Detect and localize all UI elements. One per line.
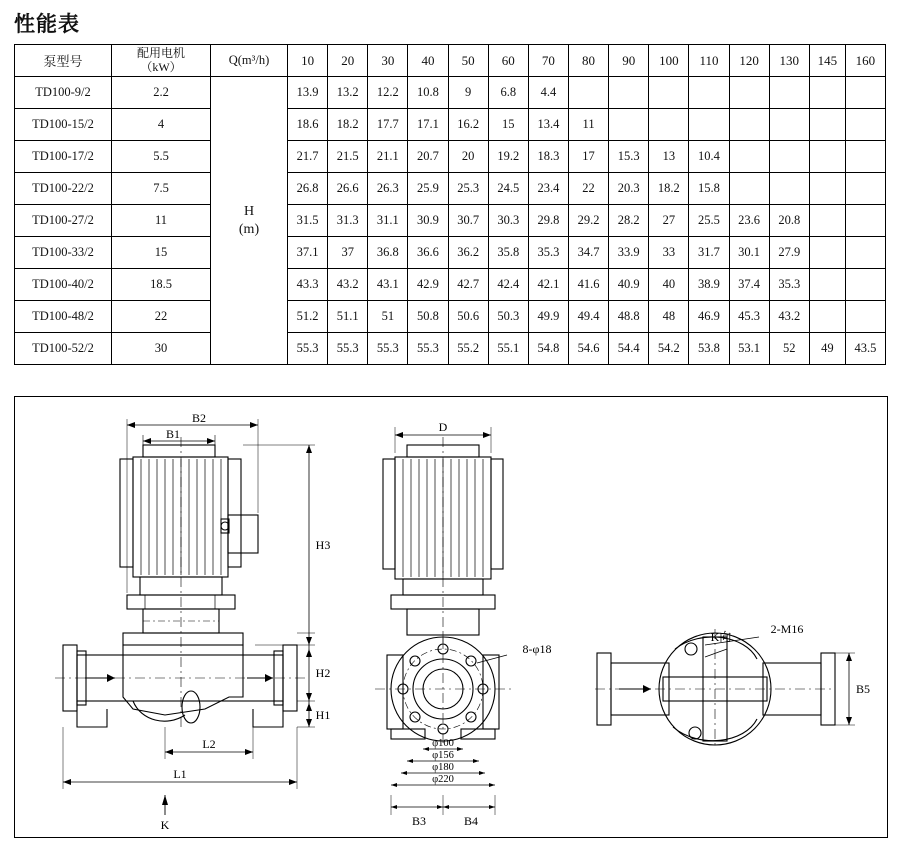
cell-value: 36.6: [408, 237, 448, 269]
cell-value: 35.8: [488, 237, 528, 269]
cell-value: 29.2: [568, 205, 608, 237]
cell-value: 50.3: [488, 301, 528, 333]
cell-value: 21.7: [288, 141, 328, 173]
label-bolt-holes: 8-φ18: [522, 642, 552, 656]
cell-value: 50.6: [448, 301, 488, 333]
cell-value: 31.7: [689, 237, 729, 269]
cell-value: [809, 205, 845, 237]
cell-value: 31.1: [368, 205, 408, 237]
header-power-line1: 配用电机: [136, 45, 185, 60]
label-h1: H1: [315, 708, 331, 722]
volute-scroll: [133, 701, 185, 721]
cell-value: 23.4: [528, 173, 568, 205]
table-row: [15, 333, 886, 365]
stud-hole-1: [685, 643, 697, 655]
cell-value: 42.9: [408, 269, 448, 301]
cell-value: 6.8: [488, 77, 528, 109]
cell-power: 15: [112, 237, 211, 269]
header-flow-90: 90: [609, 45, 649, 77]
cell-value: [769, 109, 809, 141]
motor-end-left-2: [383, 459, 395, 569]
table-head: [15, 45, 886, 77]
stud-hole-2: [689, 727, 701, 739]
cell-value: [649, 109, 689, 141]
cell-value: [769, 141, 809, 173]
label-b1: B1: [165, 427, 181, 441]
label-dia100: φ100: [432, 738, 454, 749]
cell-value: 41.6: [568, 269, 608, 301]
cell-value: [845, 205, 885, 237]
cell-value: [769, 173, 809, 205]
cell-value: 13: [649, 141, 689, 173]
cell-value: 30.1: [729, 237, 769, 269]
cell-value: 40.9: [609, 269, 649, 301]
cell-value: 30.7: [448, 205, 488, 237]
table-header-row: [15, 45, 886, 77]
foot-right-2: [483, 655, 499, 729]
label-h3: H3: [315, 538, 331, 552]
cell-value: 25.9: [408, 173, 448, 205]
label-d: D: [438, 420, 448, 434]
cell-value: 9: [448, 77, 488, 109]
cell-value: 45.3: [729, 301, 769, 333]
cell-value: 19.2: [488, 141, 528, 173]
cell-value: 20.7: [408, 141, 448, 173]
cell-value: 23.6: [729, 205, 769, 237]
cell-value: [809, 269, 845, 301]
cell-power: 11: [112, 205, 211, 237]
cell-value: 49.9: [528, 301, 568, 333]
label-l1: L1: [173, 767, 187, 781]
label-b4: B4: [463, 814, 479, 828]
page-title: 性能表: [14, 13, 80, 36]
motor-body: [133, 457, 228, 577]
cell-value: [609, 77, 649, 109]
performance-table: [14, 44, 886, 365]
cell-value: 18.3: [528, 141, 568, 173]
drawing-canvas: [15, 397, 885, 835]
table-row: [15, 173, 886, 205]
header-power-line2: （kW）: [140, 59, 182, 74]
cell-value: 48.8: [609, 301, 649, 333]
cell-power: 5.5: [112, 141, 211, 173]
cell-model: TD100-52/2: [15, 333, 112, 365]
cell-value: 42.7: [448, 269, 488, 301]
cell-value: [689, 109, 729, 141]
cell-value: [845, 237, 885, 269]
label-dia220: φ220: [432, 774, 454, 785]
cell-model: TD100-33/2: [15, 237, 112, 269]
cell-value: 17.1: [408, 109, 448, 141]
cell-value: 54.4: [609, 333, 649, 365]
cell-value: [845, 269, 885, 301]
label-h2: H2: [315, 666, 331, 680]
performance-table-wrapper: [14, 44, 886, 365]
cell-value: [809, 77, 845, 109]
table-row: [15, 109, 886, 141]
cell-value: 55.3: [288, 333, 328, 365]
cell-model: TD100-9/2: [15, 77, 112, 109]
cell-value: 26.8: [288, 173, 328, 205]
cell-value: 37: [328, 237, 368, 269]
cell-value: 43.1: [368, 269, 408, 301]
cell-value: 30.9: [408, 205, 448, 237]
header-flow-130: 130: [769, 45, 809, 77]
label-dia180: φ180: [432, 762, 454, 773]
label-b5: B5: [855, 682, 871, 696]
header-flow-20: 20: [328, 45, 368, 77]
cell-value: 13.4: [528, 109, 568, 141]
cell-value: 43.3: [288, 269, 328, 301]
cell-model: TD100-17/2: [15, 141, 112, 173]
label-b2: B2: [191, 411, 207, 425]
table-row: [15, 237, 886, 269]
cell-value: 13.9: [288, 77, 328, 109]
cell-value: 22: [568, 173, 608, 205]
head-symbol: H: [243, 204, 255, 219]
cell-value: 16.2: [448, 109, 488, 141]
cell-value: 53.1: [729, 333, 769, 365]
motor-end-right: [228, 459, 241, 567]
cell-value: 51: [368, 301, 408, 333]
cell-value: 43.2: [328, 269, 368, 301]
foot-left-2: [387, 655, 403, 729]
cell-value: 49.4: [568, 301, 608, 333]
cell-value: 10.8: [408, 77, 448, 109]
header-flow-70: 70: [528, 45, 568, 77]
cell-value: 34.7: [568, 237, 608, 269]
cell-value: 37.4: [729, 269, 769, 301]
label-studs: 2-M16: [770, 622, 804, 636]
cell-value: [609, 109, 649, 141]
cell-value: 55.3: [328, 333, 368, 365]
cell-value: 20.8: [769, 205, 809, 237]
cell-value: 46.9: [689, 301, 729, 333]
cell-value: 55.3: [368, 333, 408, 365]
cell-value: [809, 109, 845, 141]
cell-value: 26.6: [328, 173, 368, 205]
volute-eye: [182, 691, 200, 723]
label-l2: L2: [202, 737, 216, 751]
cell-value: 18.2: [649, 173, 689, 205]
cell-value: [769, 77, 809, 109]
cell-value: 52: [769, 333, 809, 365]
cell-value: [729, 141, 769, 173]
cell-value: 18.2: [328, 109, 368, 141]
cell-head-label: [211, 77, 288, 365]
cell-power: 4: [112, 109, 211, 141]
cell-value: 54.6: [568, 333, 608, 365]
cell-value: 28.2: [609, 205, 649, 237]
cell-model: TD100-27/2: [15, 205, 112, 237]
k-flow-arrow: [643, 685, 651, 693]
cell-value: 4.4: [528, 77, 568, 109]
cell-power: 7.5: [112, 173, 211, 205]
cell-value: 29.8: [528, 205, 568, 237]
cell-model: TD100-48/2: [15, 301, 112, 333]
cell-value: 10.4: [689, 141, 729, 173]
cell-value: 15.3: [609, 141, 649, 173]
cell-value: 15.8: [689, 173, 729, 205]
cell-value: [845, 77, 885, 109]
cell-value: 11: [568, 109, 608, 141]
cell-value: [845, 301, 885, 333]
cell-value: 40: [649, 269, 689, 301]
cell-value: 33.9: [609, 237, 649, 269]
label-b3: B3: [411, 814, 427, 828]
cell-power: 22: [112, 301, 211, 333]
header-flow-10: 10: [288, 45, 328, 77]
cell-value: 18.6: [288, 109, 328, 141]
cell-value: 50.8: [408, 301, 448, 333]
cell-value: 51.2: [288, 301, 328, 333]
cell-value: 30.3: [488, 205, 528, 237]
cell-value: 24.5: [488, 173, 528, 205]
cell-value: [809, 141, 845, 173]
cell-value: [845, 141, 885, 173]
label-k: K: [160, 818, 170, 832]
cell-value: 21.1: [368, 141, 408, 173]
leader-k-view: [705, 649, 727, 657]
base-plate-right: [461, 729, 495, 739]
cell-value: 43.2: [769, 301, 809, 333]
motor-end-left: [120, 459, 133, 567]
terminal-box: [228, 515, 258, 553]
motor-top-cap: [143, 445, 215, 457]
cell-value: 51.1: [328, 301, 368, 333]
header-flow-145: 145: [809, 45, 845, 77]
table-row: [15, 301, 886, 333]
table-row: [15, 77, 886, 109]
header-model: 泵型号: [15, 45, 112, 77]
cell-value: 54.8: [528, 333, 568, 365]
header-flow-40: 40: [408, 45, 448, 77]
cell-value: 33: [649, 237, 689, 269]
table-body: [15, 77, 886, 365]
head-unit: (m): [238, 221, 260, 237]
pump-top-plate: [123, 633, 243, 645]
cell-value: [809, 173, 845, 205]
cell-value: 26.3: [368, 173, 408, 205]
header-flow-110: 110: [689, 45, 729, 77]
cell-value: 31.3: [328, 205, 368, 237]
cell-value: 35.3: [528, 237, 568, 269]
header-flow-50: 50: [448, 45, 488, 77]
cell-value: 31.5: [288, 205, 328, 237]
cell-value: 54.2: [649, 333, 689, 365]
cell-value: 13.2: [328, 77, 368, 109]
cell-value: [689, 77, 729, 109]
cell-value: 53.8: [689, 333, 729, 365]
base-plate-left: [391, 729, 425, 739]
label-k-view: K向: [710, 630, 732, 644]
cell-value: 27: [649, 205, 689, 237]
cell-value: 36.8: [368, 237, 408, 269]
cell-value: 35.3: [769, 269, 809, 301]
cell-power: 2.2: [112, 77, 211, 109]
cell-value: [729, 109, 769, 141]
cell-value: [649, 77, 689, 109]
cell-value: 38.9: [689, 269, 729, 301]
cell-value: 42.4: [488, 269, 528, 301]
cell-value: 17.7: [368, 109, 408, 141]
motor-end-right-2: [491, 459, 503, 569]
header-flow-160: 160: [845, 45, 885, 77]
cell-value: 21.5: [328, 141, 368, 173]
cell-value: 42.1: [528, 269, 568, 301]
cell-value: [845, 109, 885, 141]
k-pipe-right: [763, 663, 821, 715]
cell-value: 49: [809, 333, 845, 365]
header-power: [112, 45, 211, 77]
cell-value: [809, 301, 845, 333]
cell-value: [809, 237, 845, 269]
cell-value: 25.3: [448, 173, 488, 205]
table-row: [15, 141, 886, 173]
cell-value: [729, 173, 769, 205]
cell-value: [845, 173, 885, 205]
cell-power: 30: [112, 333, 211, 365]
cell-value: 25.5: [689, 205, 729, 237]
cell-model: TD100-40/2: [15, 269, 112, 301]
cell-value: 17: [568, 141, 608, 173]
cell-value: [729, 77, 769, 109]
cell-value: 48: [649, 301, 689, 333]
cell-value: 27.9: [769, 237, 809, 269]
cell-value: 20.3: [609, 173, 649, 205]
table-row: [15, 269, 886, 301]
cell-value: 55.3: [408, 333, 448, 365]
leader-bolt-holes: [477, 655, 507, 663]
cell-value: 55.1: [488, 333, 528, 365]
cell-value: 15: [488, 109, 528, 141]
cell-value: [568, 77, 608, 109]
table-row: [15, 205, 886, 237]
header-flow: Q(m³/h): [211, 45, 288, 77]
header-flow-30: 30: [368, 45, 408, 77]
cell-value: 55.2: [448, 333, 488, 365]
cell-value: 20: [448, 141, 488, 173]
cell-power: 18.5: [112, 269, 211, 301]
cell-model: TD100-15/2: [15, 109, 112, 141]
pump-dimension-drawing: [14, 396, 888, 838]
header-flow-80: 80: [568, 45, 608, 77]
cell-value: 37.1: [288, 237, 328, 269]
cell-value: 43.5: [845, 333, 885, 365]
label-dia156: φ156: [432, 750, 454, 761]
header-flow-100: 100: [649, 45, 689, 77]
cell-model: TD100-22/2: [15, 173, 112, 205]
header-flow-60: 60: [488, 45, 528, 77]
cell-value: 36.2: [448, 237, 488, 269]
header-flow-120: 120: [729, 45, 769, 77]
cell-value: 12.2: [368, 77, 408, 109]
